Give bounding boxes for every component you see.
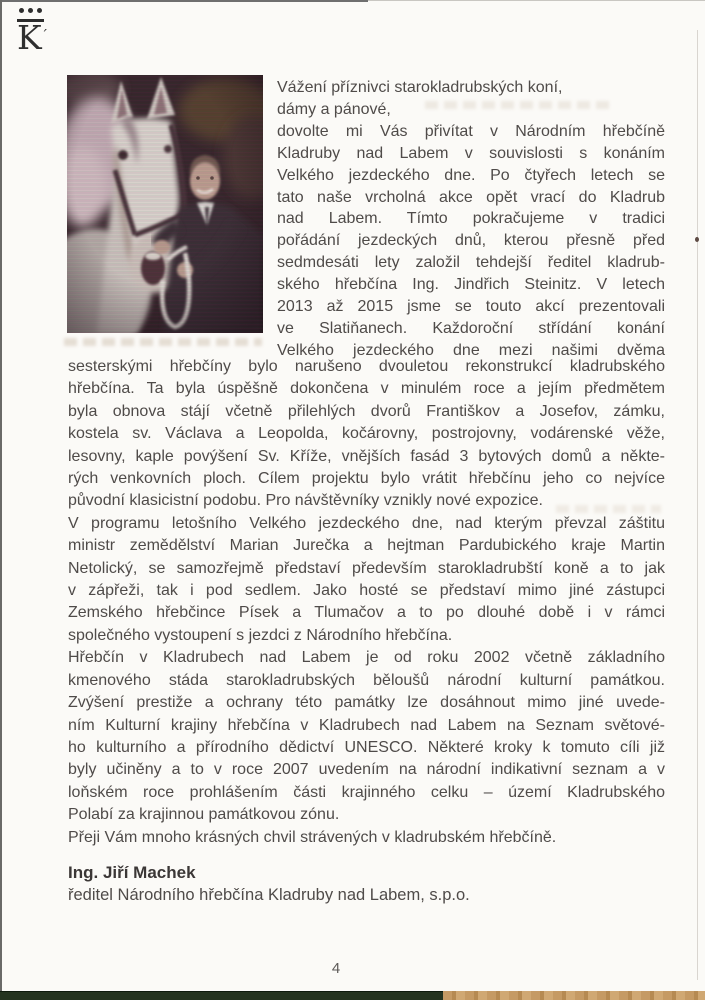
text-line: hřebčína. Ta byla úspěšně dokončena v minulém roce a jejím předmětem xyxy=(68,380,665,398)
text-line: tato naše vrcholná akce opět vrací do Kladrub xyxy=(277,188,665,206)
scan-strip-dark-green xyxy=(0,991,443,1000)
text-line: Hřebčín v Kladrubech nad Labem je od roku 2002 včetně základního xyxy=(68,649,665,667)
scan-strip-tan xyxy=(443,991,705,1000)
text-line: ve Slatiňanech. Každoroční střídání konání xyxy=(277,319,665,337)
page-bleedthrough-artifact xyxy=(64,338,262,346)
page-footer xyxy=(0,960,672,977)
text-line: Netolický, se samozřejmě představí především starokladrubští koně a to jak xyxy=(68,559,665,577)
signature-name: Ing. Jiří Machek xyxy=(68,863,196,882)
text-line: dovolte mi Vás přivítat v Národním hřebčíně xyxy=(277,122,665,140)
text-line: v zápřeži, tak i pod sedlem. Jako hosté se představí mimo jiné zástupci xyxy=(68,582,665,600)
scan-edge-top xyxy=(0,0,368,2)
text-line: Zemského hřebčince Písek a Tlumačov a to po dlouhé době i v rámci xyxy=(68,604,665,622)
text-line: pořádání jezdeckých dnů, kterou přesně před xyxy=(277,232,665,250)
scan-edge-top-light xyxy=(368,0,705,1)
text-line: původní klasicistní podobu. Pro návštěvníky vznikly nové expozice. xyxy=(68,492,543,510)
text-line: nad Labem. Tímto pokračujeme v tradici xyxy=(277,210,665,228)
text-line: společného vystoupení s jezdci z Národního hřebčína. xyxy=(68,626,453,644)
text-line: ním Kulturní krajiny hřebčína v Kladrubech nad Labem na Seznam světové- xyxy=(68,716,665,734)
director-with-white-horse-photo xyxy=(67,75,263,333)
logo-accent-mark: ´ xyxy=(41,28,48,44)
text-line: Vážení příznivci starokladrubských koní, xyxy=(277,79,563,96)
logo-letter-k xyxy=(17,18,57,57)
scan-speck xyxy=(695,237,699,242)
text-line: Zvýšení prestiže a ochrany této památky lze dosáhnout mimo jiné uvede- xyxy=(68,694,665,712)
text-line: Polabí za krajinnou památkovou zónu. xyxy=(68,806,340,824)
logo-letter: K xyxy=(17,18,42,57)
text-line: byla obnova stájí včetně přilehlých dvorů Františkov a Josefov, zámku, xyxy=(68,402,665,420)
page-number: 4 xyxy=(331,960,341,977)
text-line: Velkého jezdeckého dne. Po čtyřech letech se xyxy=(277,166,665,184)
page-fold-line xyxy=(697,30,698,980)
intro-paragraph xyxy=(277,77,665,362)
kladruby-stud-logo xyxy=(17,8,57,57)
signature-title: ředitel Národního hřebčína Kladruby nad Labem, s.p.o. xyxy=(68,886,470,904)
text-line: Velkého jezdeckého dne mezi našimi dvěma xyxy=(277,341,665,359)
text-line: ho kulturního a přírodního dědictví UNESCO. Některé kroky k tomuto cíli již xyxy=(68,738,665,756)
text-line: 2013 až 2015 jsme se touto akcí prezentovali xyxy=(277,298,665,316)
text-line: lesovny, kaple povýšení Sv. Kříže, vnějších fasád 3 bytových domů a někte- xyxy=(68,447,665,465)
text-line: kostela sv. Václava a Leopolda, kočárovny, postrojovny, vodárenské věže, xyxy=(68,425,665,443)
text-line: kmenového stáda starokladrubských běloušů národní kulturní památkou. xyxy=(68,671,665,689)
scan-edge-left xyxy=(0,0,2,992)
body-paragraphs xyxy=(68,356,665,849)
text-line: byly učiněny a to v roce 2007 uvedením na národní indikativní seznam a v xyxy=(68,761,665,779)
text-line: Kladruby nad Labem v souvislosti s konáním xyxy=(277,144,665,162)
text-line: loňském roce prohlášením části krajinného celku – území Kladrubského xyxy=(68,783,665,801)
logo-crown-dots-icon xyxy=(19,8,24,13)
text-line: V programu letošního Velkého jezdeckého dne, nad kterým převzal záštitu xyxy=(68,514,665,532)
text-line: Přeji Vám mnoho krásných chvil strávených v kladrubském hřebčíně. xyxy=(68,828,557,846)
text-line: sedmdesáti lety založil tehdejší ředitel kladrub- xyxy=(277,254,665,272)
text-line: ministr zemědělství Marian Jurečka a hejtman Pardubického kraje Martin xyxy=(68,537,665,555)
text-line: rých venkovních ploch. Cílem projektu bylo vrátit hřebčínu jeho co nejvíce xyxy=(68,470,665,488)
text-line: ského hřebčína Ing. Jindřich Steinitz. V letech xyxy=(277,276,665,294)
text-line: dámy a pánové, xyxy=(277,100,391,118)
text-line: sesterskými hřebčíny bylo narušeno dvouletou rekonstrukcí kladrubského xyxy=(68,358,665,375)
